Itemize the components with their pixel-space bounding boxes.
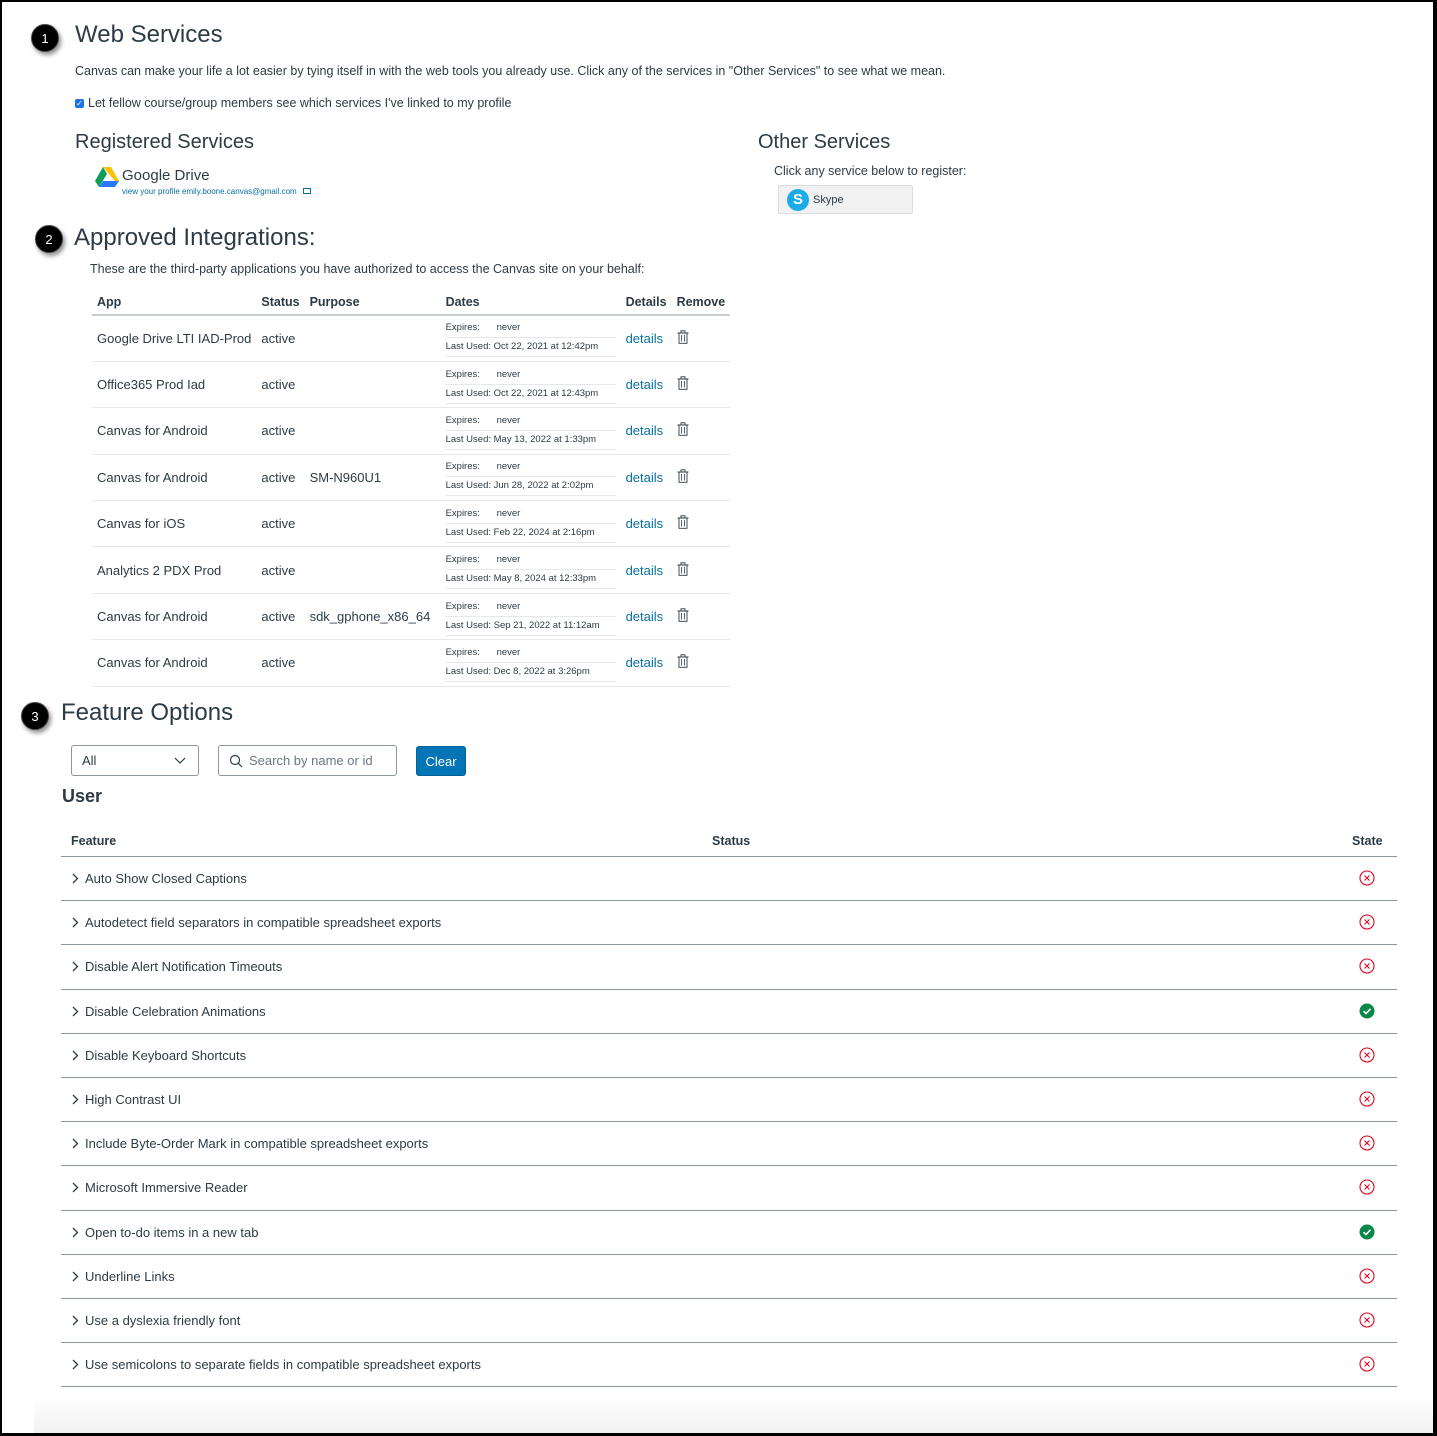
web-services-title: Web Services [75,21,223,48]
last-used-value: Jun 28, 2022 at 2:02pm [493,480,594,492]
last-used-line [446,524,616,543]
chevron-down-icon [174,754,186,766]
disabled-x-icon [1359,1268,1375,1284]
expires-line [446,366,616,385]
chevron-right-icon[interactable] [71,1050,79,1061]
integration-dates [441,640,621,686]
integration-remove-cell [672,361,731,407]
integration-app: Analytics 2 PDX Prod [92,547,256,593]
feature-name: Use a dyslexia friendly font [85,1312,241,1328]
details-link[interactable]: details [625,423,664,439]
last-used-value: May 8, 2024 at 12:33pm [493,573,597,585]
last-used-label: Last Used: [445,665,491,677]
web-services-description: Canvas can make your life a lot easier by tying itself in with the web tools you already use. Click any of the services in "Other Services" to see what we mean. [75,64,946,78]
integration-row [92,593,730,639]
expires-line [446,458,616,477]
integration-status: active [256,315,304,361]
chevron-right-icon[interactable] [71,1182,79,1193]
expires-line [446,319,616,338]
view-profile-link[interactable] [122,187,311,196]
expires-label: Expires: [445,368,480,380]
last-used-value: Oct 22, 2021 at 12:42pm [493,341,599,353]
page-frame [2,2,1433,1433]
feature-name: Underline Links [85,1268,175,1284]
expires-value: never [496,507,521,519]
callout-2: 2 [35,225,63,253]
integration-details-cell [621,408,672,454]
integration-row [92,408,730,454]
enabled-check-icon [1359,1224,1375,1240]
expires-label: Expires: [445,507,480,519]
expires-label: Expires: [445,461,480,473]
trash-icon[interactable] [677,654,689,668]
integration-status: active [256,501,304,547]
chevron-right-icon[interactable] [71,1006,79,1017]
integration-row [92,361,730,407]
feature-filter-value: All [82,753,97,768]
disabled-x-icon [1359,870,1375,886]
integration-row [92,501,730,547]
trash-icon[interactable] [677,608,689,622]
integration-app: Google Drive LTI IAD-Prod [92,315,256,361]
trash-icon[interactable] [677,469,689,483]
view-profile-link-text[interactable]: view your profile emily.boone.canvas@gmail.com [122,187,297,196]
feature-row[interactable] [61,1034,1397,1078]
feature-name: Disable Alert Notification Timeouts [85,959,283,975]
feature-name: Autodetect field separators in compatible spreadsheet exports [85,915,442,931]
integration-app: Canvas for Android [92,640,256,686]
col-app: App [92,290,256,315]
user-group-title: User [62,786,103,806]
last-used-line [446,385,616,404]
expires-line [446,598,616,617]
feature-name: Open to-do items in a new tab [85,1224,259,1240]
expires-value: never [496,368,521,380]
chevron-right-icon[interactable] [71,1359,79,1370]
details-link[interactable]: details [625,609,664,625]
integration-remove-cell [672,454,731,500]
disabled-x-icon [1359,1179,1375,1195]
last-used-value: Feb 22, 2024 at 2:16pm [493,526,595,538]
trash-icon[interactable] [677,422,689,436]
skype-icon: S [787,189,809,211]
share-services-option[interactable] [75,96,511,110]
feature-name: Disable Keyboard Shortcuts [85,1047,247,1063]
expires-value: never [496,646,521,658]
integrations-table [92,290,730,687]
integration-details-cell [621,454,672,500]
expires-label: Expires: [445,554,480,566]
feature-table-header [61,827,1397,857]
integration-dates [441,361,621,407]
chevron-right-icon[interactable] [71,1094,79,1105]
integration-status: active [256,640,304,686]
expires-value: never [496,554,521,566]
last-used-label: Last Used: [445,573,491,585]
expires-line [446,412,616,431]
integration-dates [441,408,621,454]
integration-details-cell [621,640,672,686]
integrations-header-row [92,290,730,315]
feature-name: Auto Show Closed Captions [85,871,247,886]
col-state: State [1352,834,1383,848]
google-drive-icon [95,167,119,187]
integration-app: Canvas for iOS [92,501,256,547]
col-dates: Dates [441,290,621,315]
search-icon [229,754,243,768]
integration-purpose [305,547,441,593]
feature-name: Include Byte-Order Mark in compatible spreadsheet exports [85,1136,429,1152]
integration-dates [441,547,621,593]
integration-details-cell [621,315,672,361]
integration-row [92,315,730,361]
chevron-right-icon[interactable] [71,873,79,884]
disabled-x-icon [1359,1312,1375,1328]
integration-app: Canvas for Android [92,454,256,500]
col-feature-status: Status [712,834,751,848]
feature-name: High Contrast UI [85,1091,182,1107]
last-used-value: Sep 21, 2022 at 11:12am [493,619,600,631]
expires-line [446,644,616,663]
last-used-line [446,338,616,357]
integration-remove-cell [672,501,731,547]
integration-purpose [305,408,441,454]
last-used-value: Oct 22, 2021 at 12:43pm [493,387,599,399]
last-used-label: Last Used: [445,619,491,631]
feature-search-input[interactable] [249,753,389,768]
trash-icon[interactable] [677,376,689,390]
integration-dates [441,501,621,547]
expires-line [446,505,616,524]
integration-dates [441,315,621,361]
col-remove: Remove [672,290,731,315]
integration-purpose: SM-N960U1 [305,454,441,500]
last-used-label: Last Used: [445,433,491,445]
integration-dates [441,593,621,639]
google-drive-service-name: Google Drive [122,167,210,184]
feature-row[interactable] [61,901,1397,945]
last-used-line [446,617,616,636]
feature-row[interactable] [61,1122,1397,1166]
last-used-label: Last Used: [445,480,491,492]
feature-row[interactable] [61,945,1397,989]
last-used-label: Last Used: [445,526,491,538]
integration-row [92,640,730,686]
last-used-line [446,431,616,450]
integration-remove-cell [672,315,731,361]
other-services-title: Other Services [758,131,891,153]
integration-row [92,547,730,593]
integration-status: active [256,593,304,639]
trash-icon[interactable] [677,515,689,529]
trash-icon[interactable] [677,562,689,576]
integration-app: Canvas for Android [92,408,256,454]
last-used-line [446,477,616,496]
feature-name: Microsoft Immersive Reader [85,1180,248,1196]
integration-status: active [256,361,304,407]
feature-row[interactable] [61,1255,1397,1299]
integration-details-cell [621,361,672,407]
bottom-fade [34,1397,1433,1433]
other-services-prompt: Click any service below to register: [774,164,967,178]
chevron-right-icon[interactable] [71,917,79,928]
chevron-right-icon[interactable] [71,1227,79,1238]
details-link[interactable]: details [625,469,664,485]
integration-status: active [256,454,304,500]
integration-app: Office365 Prod Iad [92,361,256,407]
feature-row[interactable] [61,990,1397,1034]
details-link[interactable]: details [625,516,664,532]
skype-label: Skype [813,193,844,206]
integration-details-cell [621,547,672,593]
expires-label: Expires: [445,646,480,658]
last-used-value: May 13, 2022 at 1:33pm [493,433,597,445]
integration-purpose [305,640,441,686]
integration-purpose [305,361,441,407]
chevron-right-icon[interactable] [71,1138,79,1149]
integration-app: Canvas for Android [92,593,256,639]
integration-status: active [256,547,304,593]
expires-line [446,551,616,570]
integration-purpose [305,315,441,361]
details-link[interactable]: details [625,330,664,346]
registered-services-title: Registered Services [75,131,254,153]
share-services-checkbox[interactable]: ✓ [76,99,83,108]
feature-row[interactable] [61,1078,1397,1122]
expires-label: Expires: [445,414,480,426]
disabled-x-icon [1359,1356,1375,1372]
callout-3: 3 [21,702,49,730]
expires-value: never [496,414,521,426]
last-used-label: Last Used: [445,341,491,353]
disabled-x-icon [1359,958,1375,974]
integration-remove-cell [672,408,731,454]
last-used-line [446,570,616,589]
integration-remove-cell [672,640,731,686]
feature-filter-select[interactable] [71,745,199,776]
disabled-x-icon [1359,914,1375,930]
expires-value: never [496,600,521,612]
chevron-right-icon[interactable] [71,1271,79,1282]
disabled-x-icon [1359,1047,1375,1063]
chevron-right-icon[interactable] [71,961,79,972]
col-details: Details [621,290,672,315]
chevron-right-icon[interactable] [71,1315,79,1326]
last-used-line [446,663,616,682]
approved-integrations-title: Approved Integrations: [74,224,316,251]
expires-value: never [496,322,521,334]
integration-remove-cell [672,593,731,639]
feature-table [61,827,1397,1387]
integration-row [92,454,730,500]
details-link[interactable]: details [625,562,664,578]
enabled-check-icon [1359,1003,1375,1019]
approved-integrations-description: These are the third-party applications you have authorized to access the Canvas site on your behalf: [90,262,645,276]
integration-remove-cell [672,547,731,593]
integration-details-cell [621,501,672,547]
feature-row[interactable] [61,1299,1397,1343]
callout-1: 1 [31,24,59,52]
feature-row[interactable] [61,1343,1397,1387]
integration-purpose [305,501,441,547]
disabled-x-icon [1359,1135,1375,1151]
details-link[interactable]: details [625,377,664,393]
feature-name: Use semicolons to separate fields in compatible spreadsheet exports [85,1357,481,1373]
last-used-value: Dec 8, 2022 at 3:26pm [493,665,590,677]
feature-row[interactable] [61,1166,1397,1210]
integration-dates [441,454,621,500]
disabled-x-icon [1359,1091,1375,1107]
feature-name: Disable Celebration Animations [85,1003,266,1019]
col-status: Status [256,290,304,315]
feature-options-title: Feature Options [61,699,234,726]
skype-service-button[interactable] [778,185,913,214]
trash-icon[interactable] [677,330,689,344]
integration-status: active [256,408,304,454]
col-purpose: Purpose [305,290,441,315]
col-feature: Feature [71,834,117,848]
external-link-icon[interactable] [303,188,311,194]
last-used-label: Last Used: [445,387,491,399]
feature-row[interactable] [61,857,1397,901]
share-services-label: Let fellow course/group members see which services I've linked to my profile [88,96,512,110]
integration-details-cell [621,593,672,639]
integration-purpose: sdk_gphone_x86_64 [305,593,441,639]
feature-row[interactable] [61,1211,1397,1255]
expires-label: Expires: [445,600,480,612]
feature-search-field[interactable] [218,745,397,776]
expires-label: Expires: [445,322,480,334]
clear-button[interactable]: Clear [416,746,466,776]
expires-value: never [496,461,521,473]
details-link[interactable]: details [625,655,664,671]
